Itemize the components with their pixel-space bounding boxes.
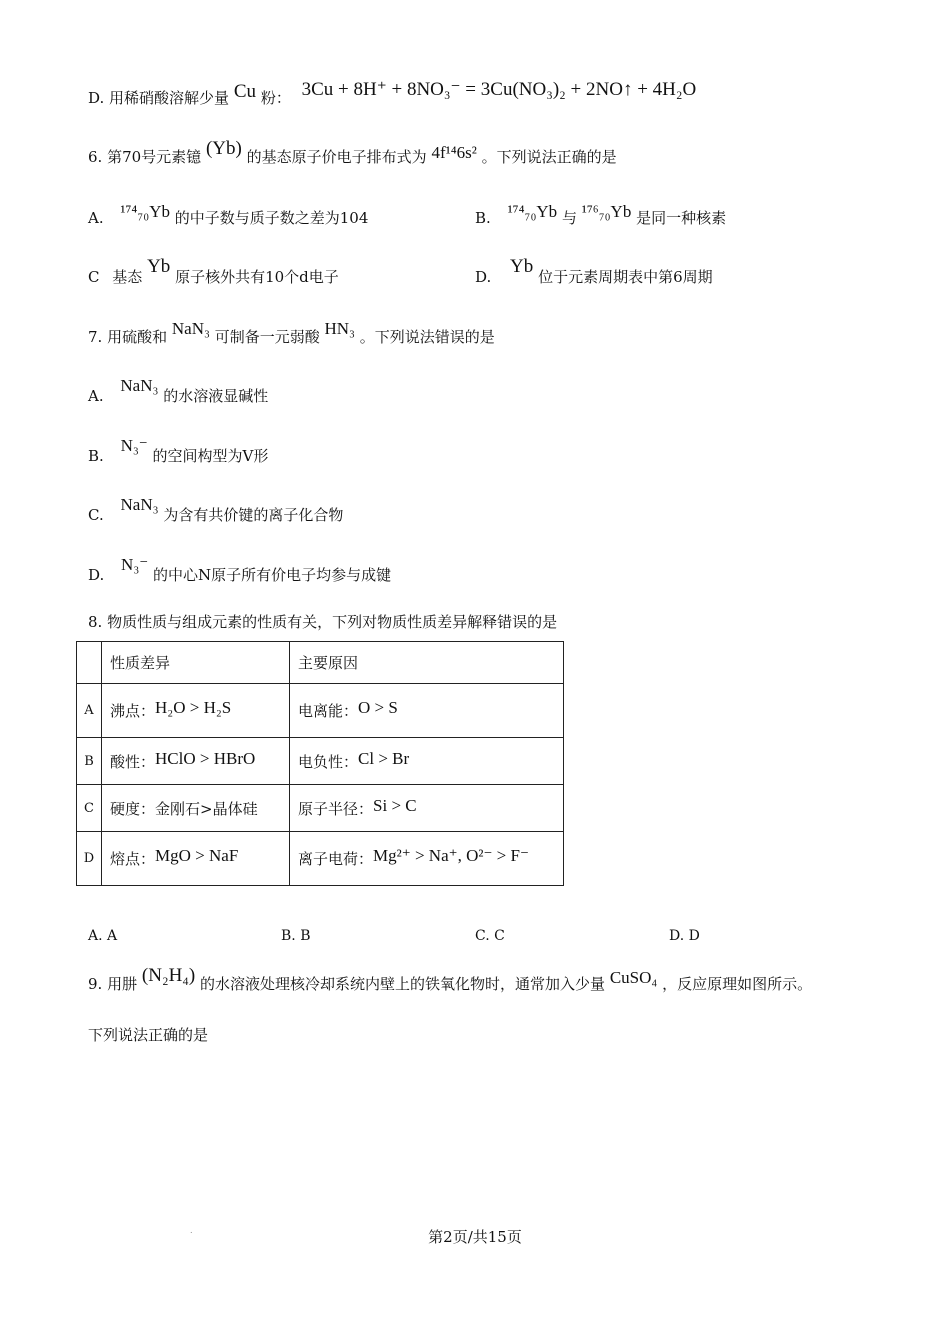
q7-option-b-label: B.	[88, 447, 104, 465]
row-property: 沸点：	[110, 702, 156, 720]
row-reason-formula: O > S	[358, 698, 398, 717]
row-key: D	[77, 832, 102, 886]
q7-option-c-text: 为含有共价键的离子化合物	[163, 506, 344, 524]
q7-stem	[88, 319, 495, 347]
hn3-formula: HN₃	[324, 319, 355, 338]
electron-config: 4f¹⁴6s²	[431, 143, 477, 162]
q7-text1: 用硫酸和	[107, 328, 168, 346]
q8-answer-d: D. D	[669, 928, 700, 944]
q9-text1: 用肼	[107, 975, 138, 993]
table-row	[77, 738, 564, 785]
q7-option-d-text: 的中心N原子所有价电子均参与成键	[153, 566, 392, 584]
q6-number: 6.	[88, 148, 103, 166]
q7-option-b-text: 的空间构型为V形	[152, 447, 269, 465]
table-row	[77, 832, 564, 886]
q7-option-c	[88, 495, 344, 525]
yb-symbol: (Yb)	[205, 138, 242, 159]
q6-option-a	[88, 202, 369, 228]
q9-text2: 的水溶液处理核冷却系统内壁上的铁氧化物时，通常加入少量	[200, 975, 606, 993]
row-property-formula: HClO > HBrO	[155, 748, 256, 768]
cuso4-formula: CuSO₄	[609, 968, 658, 987]
isotope-yb-174-b: ¹⁷⁴₇₀Yb	[507, 202, 558, 221]
q7-text3: 。下列说法错误的是	[359, 328, 495, 346]
q5-option-d	[88, 79, 697, 109]
q7-option-d	[88, 555, 392, 585]
row-property: 硬度：金刚石>晶体硅	[110, 799, 258, 818]
row-reason: 电负性：	[298, 752, 359, 771]
row-key: B	[77, 738, 102, 785]
row-reason: 原子半径：	[298, 799, 374, 818]
row-reason: 离子电荷：	[298, 850, 374, 868]
table-row	[77, 684, 564, 738]
row-reason-formula: Si > C	[373, 795, 417, 815]
nan3-formula: NaN₃	[171, 319, 210, 338]
row-property-formula: H₂O > H₂S	[155, 698, 232, 717]
cu-formula: Cu	[233, 81, 257, 102]
q6-stem	[88, 138, 617, 168]
q6-option-c-label: C	[88, 268, 100, 286]
q7-option-a-formula: NaN₃	[120, 376, 159, 395]
q7-option-d-formula: N₃⁻	[121, 555, 149, 574]
q6-option-a-label: A.	[88, 209, 104, 227]
q6-option-c-text: 原子核外共有10个d电子	[175, 268, 339, 286]
q7-option-c-label: C.	[88, 506, 104, 524]
q6-option-b-text: 是同一种核素	[636, 209, 727, 227]
row-property: 熔点：	[110, 850, 156, 868]
q6-option-a-text: 的中子数与质子数之差为104	[174, 209, 369, 227]
q6-option-d-label: D.	[475, 268, 492, 286]
q6-text2: 的基态原子价电子排布式为	[246, 148, 427, 166]
header-property: 性质差异	[102, 642, 290, 684]
hydrazine-formula: (N₂H₄)	[141, 965, 196, 986]
table-header-row	[77, 642, 564, 684]
row-key: A	[77, 684, 102, 738]
q8-number: 8.	[88, 613, 103, 631]
q9-number: 9.	[88, 975, 103, 993]
q5-option-d-suffix: 粉：	[260, 89, 291, 107]
q8-answer-a: A. A	[88, 928, 118, 944]
q7-option-d-label: D.	[88, 566, 105, 584]
q9-line2: 下列说法正确的是	[88, 1026, 209, 1044]
q8-stem	[88, 611, 557, 632]
table-row	[77, 785, 564, 832]
q8-answer-b: B. B	[281, 928, 311, 944]
q6-option-c-pre: 基态	[112, 268, 143, 286]
q6-text3: 。下列说法正确的是	[481, 148, 617, 166]
q6-option-b-label: B.	[475, 209, 491, 227]
q5-option-d-label: D.	[88, 89, 105, 107]
nitric-acid-equation: 3Cu + 8H⁺ + 8NO₃⁻ = 3Cu(NO₃)₂ + 2NO↑ + 4H₂O	[301, 79, 697, 100]
q6-option-b	[475, 202, 727, 228]
q8-answer-c: C. C	[475, 928, 505, 944]
q7-option-a-label: A.	[88, 387, 104, 405]
yb-symbol-c: Yb	[147, 256, 171, 277]
q6-option-d	[475, 256, 713, 288]
q7-option-c-formula: NaN₃	[120, 495, 159, 514]
row-reason-formula: Mg²⁺ > Na⁺, O²⁻ > F⁻	[373, 846, 529, 865]
q7-text2: 可制备一元弱酸	[214, 328, 320, 346]
header-reason: 主要原因	[290, 642, 564, 684]
isotope-yb-174: ¹⁷⁴₇₀Yb	[120, 202, 170, 221]
row-reason-formula: Cl > Br	[358, 748, 410, 768]
row-property: 酸性：	[110, 752, 156, 771]
q7-option-b	[88, 436, 269, 466]
row-reason: 电离能：	[298, 702, 359, 720]
property-table	[76, 641, 564, 886]
q6-option-d-text: 位于元素周期表中第6周期	[538, 268, 713, 286]
q7-option-a	[88, 376, 269, 406]
isotope-yb-176: ¹⁷⁶₇₀Yb	[581, 202, 632, 221]
page-footer: 第2页/共15页	[428, 1228, 522, 1246]
row-property-formula: MgO > NaF	[155, 846, 239, 865]
q6-text1: 第70号元素镱	[107, 148, 202, 166]
q7-number: 7.	[88, 328, 103, 346]
q6-option-c	[88, 256, 339, 288]
q8-text: 物质性质与组成元素的性质有关，下列对物质性质差异解释错误的是	[107, 613, 558, 631]
q7-option-a-text: 的水溶液显碱性	[163, 387, 269, 405]
yb-symbol-d: Yb	[510, 256, 534, 277]
footer-dot: .	[190, 1226, 193, 1235]
row-key: C	[77, 785, 102, 832]
q9-text3: ，反应原理如图所示。	[662, 975, 813, 993]
q6-option-b-mid: 与	[561, 209, 577, 227]
q7-option-b-formula: N₃⁻	[120, 436, 148, 455]
q5-option-d-text: 用稀硝酸溶解少量	[109, 89, 230, 107]
q9-stem	[88, 965, 813, 995]
